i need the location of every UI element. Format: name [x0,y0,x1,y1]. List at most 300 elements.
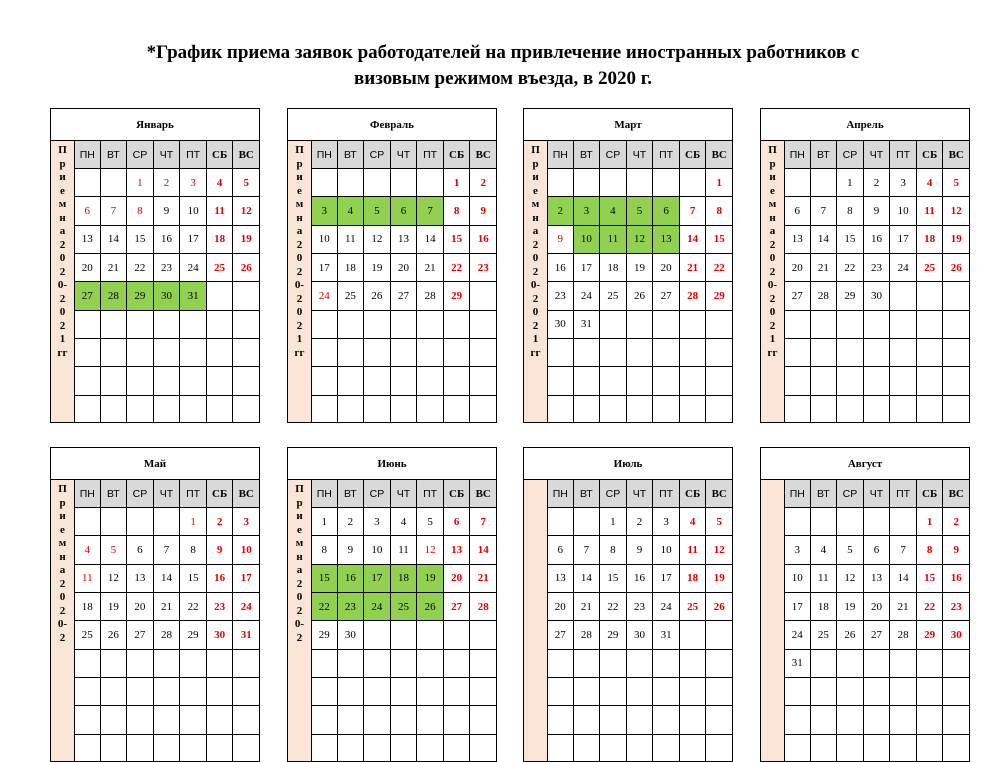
day-cell: 16 [470,225,497,253]
day-cell: 16 [338,564,365,592]
day-cell: 26 [364,281,391,309]
day-cell: 26 [101,620,128,648]
empty-day-cell [364,168,391,196]
day-cell: 12 [417,535,444,563]
empty-day-cell [127,649,154,677]
day-cell: 1 [917,507,944,535]
day-cell: 17 [364,564,391,592]
day-cell: 14 [890,564,917,592]
day-cell: 4 [74,535,101,563]
month-day-grid [311,140,497,423]
empty-day-cell [444,705,471,733]
empty-day-cell [391,620,418,648]
empty-day-cell [837,338,864,366]
side-label-char: гг [767,346,778,359]
side-label-char: м [58,537,67,549]
day-cell: 12 [233,196,260,224]
empty-day-cell [180,338,207,366]
month-name: Апрель [760,108,970,140]
empty-day-cell [943,705,970,733]
empty-day-cell [706,705,733,733]
empty-day-cell [233,338,260,366]
empty-day-cell [74,507,101,535]
weekday-header: СБ [917,479,944,507]
empty-day-cell [391,395,418,423]
empty-day-cell [180,734,207,762]
side-label [287,140,311,423]
day-cell: 12 [706,535,733,563]
empty-day-cell [338,395,365,423]
empty-day-cell [444,338,471,366]
day-cell: 5 [837,535,864,563]
day-cell: 16 [154,225,181,253]
weekday-header: ПН [311,140,338,168]
day-cell: 12 [364,225,391,253]
empty-day-cell [127,338,154,366]
weekday-header: ЧТ [627,479,654,507]
empty-day-cell [364,734,391,762]
side-label-char: н [59,211,66,224]
day-cell: 7 [574,535,601,563]
empty-day-cell [680,395,707,423]
day-cell: 23 [154,253,181,281]
empty-day-cell [233,705,260,733]
empty-day-cell [627,734,654,762]
empty-day-cell [574,649,601,677]
day-cell: 25 [917,253,944,281]
empty-day-cell [890,338,917,366]
day-cell: 1 [127,168,154,196]
side-label-char: н [769,211,776,224]
empty-day-cell [470,677,497,705]
empty-day-cell [600,649,627,677]
empty-day-cell [233,677,260,705]
day-cell: 14 [680,225,707,253]
side-label-char: и [59,510,66,522]
side-label-char: 2 [296,292,303,305]
empty-day-cell [837,677,864,705]
empty-day-cell [837,366,864,394]
day-cell: 10 [653,535,680,563]
weekday-header: СР [600,140,627,168]
empty-day-cell [917,310,944,338]
day-cell: 22 [127,253,154,281]
empty-day-cell [917,395,944,423]
day-cell: 4 [207,168,234,196]
empty-day-cell [706,310,733,338]
weekday-header: СР [837,140,864,168]
day-cell: 20 [784,253,811,281]
side-label-char: П [531,144,540,156]
empty-day-cell [444,734,471,762]
day-cell: 28 [101,281,128,309]
weekday-header: СБ [207,140,234,168]
day-cell: 5 [417,507,444,535]
side-label-char: 0- [294,618,305,630]
empty-day-cell [207,281,234,309]
day-cell: 14 [811,225,838,253]
weekday-header: СР [837,479,864,507]
empty-day-cell [811,677,838,705]
side-label-char: 0- [767,279,778,291]
day-cell: 9 [470,196,497,224]
day-cell: 19 [837,592,864,620]
empty-day-cell [311,310,338,338]
day-cell: 16 [207,564,234,592]
weekday-header: ЧТ [627,140,654,168]
day-cell: 4 [391,507,418,535]
side-label-char: а [532,225,539,237]
day-cell: 15 [127,225,154,253]
empty-day-cell [837,649,864,677]
day-cell: 7 [811,196,838,224]
empty-day-cell [864,677,891,705]
day-cell: 30 [207,620,234,648]
side-label-char: е [297,523,302,536]
empty-day-cell [627,705,654,733]
day-cell: 14 [154,564,181,592]
side-label-char: 2 [59,577,66,590]
empty-day-cell [311,168,338,196]
day-cell: 18 [338,253,365,281]
weekday-header: ЧТ [864,479,891,507]
side-label-char: 0 [296,252,303,264]
empty-day-cell [653,310,680,338]
day-cell: 20 [74,253,101,281]
side-label-char: и [769,171,776,183]
day-cell: 24 [784,620,811,648]
empty-day-cell [444,649,471,677]
empty-day-cell [547,705,574,733]
weekday-header: СР [127,479,154,507]
day-cell: 1 [444,168,471,196]
day-cell: 1 [706,168,733,196]
day-cell: 23 [470,253,497,281]
empty-day-cell [101,168,128,196]
empty-day-cell [470,338,497,366]
day-cell: 13 [74,225,101,253]
empty-day-cell [364,366,391,394]
empty-day-cell [311,338,338,366]
day-cell: 28 [574,620,601,648]
day-cell: 9 [207,535,234,563]
day-cell: 1 [600,507,627,535]
empty-day-cell [127,366,154,394]
empty-day-cell [627,338,654,366]
month-name: Июнь [287,447,497,479]
empty-day-cell [154,507,181,535]
day-cell: 27 [653,281,680,309]
empty-day-cell [917,366,944,394]
empty-day-cell [837,310,864,338]
day-cell: 30 [864,281,891,309]
empty-day-cell [680,734,707,762]
empty-day-cell [391,310,418,338]
side-label-char: н [59,550,66,563]
day-cell: 29 [444,281,471,309]
empty-day-cell [706,620,733,648]
empty-day-cell [600,705,627,733]
empty-day-cell [391,677,418,705]
empty-day-cell [207,366,234,394]
empty-day-cell [101,705,128,733]
empty-day-cell [917,677,944,705]
month-day-grid [547,479,733,762]
empty-day-cell [127,395,154,423]
empty-day-cell [391,338,418,366]
day-cell: 1 [837,168,864,196]
empty-day-cell [417,168,444,196]
day-cell: 22 [444,253,471,281]
empty-day-cell [547,338,574,366]
day-cell: 26 [627,281,654,309]
day-cell: 10 [574,225,601,253]
day-cell: 15 [917,564,944,592]
empty-day-cell [444,395,471,423]
empty-day-cell [600,366,627,394]
side-label-char: 0 [532,306,539,318]
empty-day-cell [417,677,444,705]
day-cell: 5 [943,168,970,196]
empty-day-cell [811,168,838,196]
empty-day-cell [311,366,338,394]
day-cell: 23 [338,592,365,620]
weekday-header: ЧТ [391,140,418,168]
weekday-header: ПТ [890,140,917,168]
side-label-char: 2 [296,238,303,251]
day-cell: 8 [311,535,338,563]
day-cell: 15 [180,564,207,592]
empty-day-cell [338,310,365,338]
empty-day-cell [574,366,601,394]
empty-day-cell [574,677,601,705]
day-cell: 24 [311,281,338,309]
day-cell: 18 [680,564,707,592]
month-calendar [287,108,497,423]
day-cell: 19 [101,592,128,620]
day-cell: 13 [547,564,574,592]
empty-day-cell [180,395,207,423]
empty-day-cell [784,310,811,338]
weekday-header: ВТ [574,140,601,168]
empty-day-cell [74,168,101,196]
day-cell: 11 [207,196,234,224]
empty-day-cell [311,734,338,762]
day-cell: 11 [811,564,838,592]
weekday-header: СР [127,140,154,168]
empty-day-cell [784,507,811,535]
day-cell: 10 [784,564,811,592]
weekday-header: ВС [706,479,733,507]
empty-day-cell [574,395,601,423]
day-cell: 25 [74,620,101,648]
side-label-char: 1 [769,333,776,345]
side-label-char: 1 [296,333,303,345]
empty-day-cell [311,677,338,705]
day-cell: 6 [653,196,680,224]
month-calendar [760,447,970,762]
day-cell: 3 [311,196,338,224]
empty-day-cell [680,705,707,733]
side-label-char: е [60,184,65,197]
day-cell: 21 [101,253,128,281]
side-label-char: 0- [294,279,305,291]
side-label-char: 2 [769,319,776,332]
weekday-header: ПН [74,140,101,168]
day-cell: 12 [627,225,654,253]
empty-day-cell [154,395,181,423]
empty-day-cell [653,366,680,394]
empty-day-cell [391,168,418,196]
side-label-char: 0 [532,252,539,264]
day-cell: 4 [338,196,365,224]
empty-day-cell [338,705,365,733]
day-cell: 25 [811,620,838,648]
side-label-char: 0- [57,618,68,630]
empty-day-cell [890,395,917,423]
day-cell: 8 [600,535,627,563]
day-cell: 9 [154,196,181,224]
empty-day-cell [470,620,497,648]
day-cell: 7 [154,535,181,563]
day-cell: 18 [917,225,944,253]
side-label-char: н [296,550,303,563]
day-cell: 24 [233,592,260,620]
day-cell: 9 [864,196,891,224]
day-cell: 10 [233,535,260,563]
month-name: Январь [50,108,260,140]
day-cell: 13 [127,564,154,592]
day-cell: 15 [311,564,338,592]
day-cell: 4 [917,168,944,196]
day-cell: 30 [154,281,181,309]
side-label-char: 0 [769,306,776,318]
empty-day-cell [101,338,128,366]
day-cell: 19 [943,225,970,253]
empty-day-cell [547,677,574,705]
side-label-char: а [59,225,66,237]
weekday-header: ПТ [890,479,917,507]
empty-day-cell [943,281,970,309]
day-cell: 11 [74,564,101,592]
day-cell: 2 [470,168,497,196]
day-cell: 11 [680,535,707,563]
empty-day-cell [784,677,811,705]
side-label-char: гг [57,346,68,359]
side-label-char: а [769,225,776,237]
empty-day-cell [917,734,944,762]
day-cell: 27 [547,620,574,648]
empty-day-cell [943,677,970,705]
day-cell: 3 [233,507,260,535]
empty-day-cell [627,649,654,677]
empty-day-cell [364,338,391,366]
empty-day-cell [680,168,707,196]
day-cell: 25 [338,281,365,309]
day-cell: 4 [811,535,838,563]
side-label-char: 2 [59,319,66,332]
day-cell: 17 [233,564,260,592]
empty-day-cell [653,395,680,423]
side-label-char: 0- [530,279,541,291]
day-cell: 15 [444,225,471,253]
empty-day-cell [890,734,917,762]
empty-day-cell [417,395,444,423]
empty-day-cell [943,366,970,394]
day-cell: 2 [627,507,654,535]
empty-day-cell [154,366,181,394]
empty-day-cell [706,395,733,423]
empty-day-cell [470,705,497,733]
day-cell: 26 [417,592,444,620]
side-label-char: 2 [532,292,539,305]
day-cell: 17 [180,225,207,253]
day-cell: 21 [680,253,707,281]
day-cell: 2 [547,196,574,224]
weekday-header: ЧТ [864,140,891,168]
empty-day-cell [74,366,101,394]
side-label-char: н [532,211,539,224]
day-cell: 29 [837,281,864,309]
day-cell: 12 [101,564,128,592]
empty-day-cell [680,366,707,394]
empty-day-cell [364,310,391,338]
empty-day-cell [127,734,154,762]
empty-day-cell [680,649,707,677]
month-name: Май [50,447,260,479]
day-cell: 16 [864,225,891,253]
side-label [760,479,784,762]
empty-day-cell [101,677,128,705]
side-label-char: гг [294,346,305,359]
empty-day-cell [154,734,181,762]
day-cell: 13 [864,564,891,592]
side-label-char: р [59,496,66,509]
day-cell: 23 [207,592,234,620]
empty-day-cell [627,395,654,423]
side-label-char: а [296,564,303,576]
empty-day-cell [890,281,917,309]
empty-day-cell [311,705,338,733]
day-cell: 23 [547,281,574,309]
weekday-header: ПТ [417,479,444,507]
day-cell: 3 [653,507,680,535]
empty-day-cell [74,734,101,762]
empty-day-cell [943,310,970,338]
day-cell: 19 [364,253,391,281]
day-cell: 24 [574,281,601,309]
day-cell: 24 [364,592,391,620]
weekday-header: ПТ [180,140,207,168]
day-cell: 2 [338,507,365,535]
empty-day-cell [600,677,627,705]
weekday-header: ВТ [574,479,601,507]
day-cell: 31 [574,310,601,338]
side-label-char: 2 [532,319,539,332]
empty-day-cell [784,734,811,762]
side-label-char: 2 [532,238,539,251]
day-cell: 24 [653,592,680,620]
day-cell: 11 [917,196,944,224]
empty-day-cell [338,168,365,196]
day-cell: 26 [233,253,260,281]
side-label-char: 2 [59,631,66,644]
day-cell: 7 [101,196,128,224]
empty-day-cell [338,734,365,762]
page-title [0,40,1006,92]
empty-day-cell [233,734,260,762]
empty-day-cell [600,395,627,423]
